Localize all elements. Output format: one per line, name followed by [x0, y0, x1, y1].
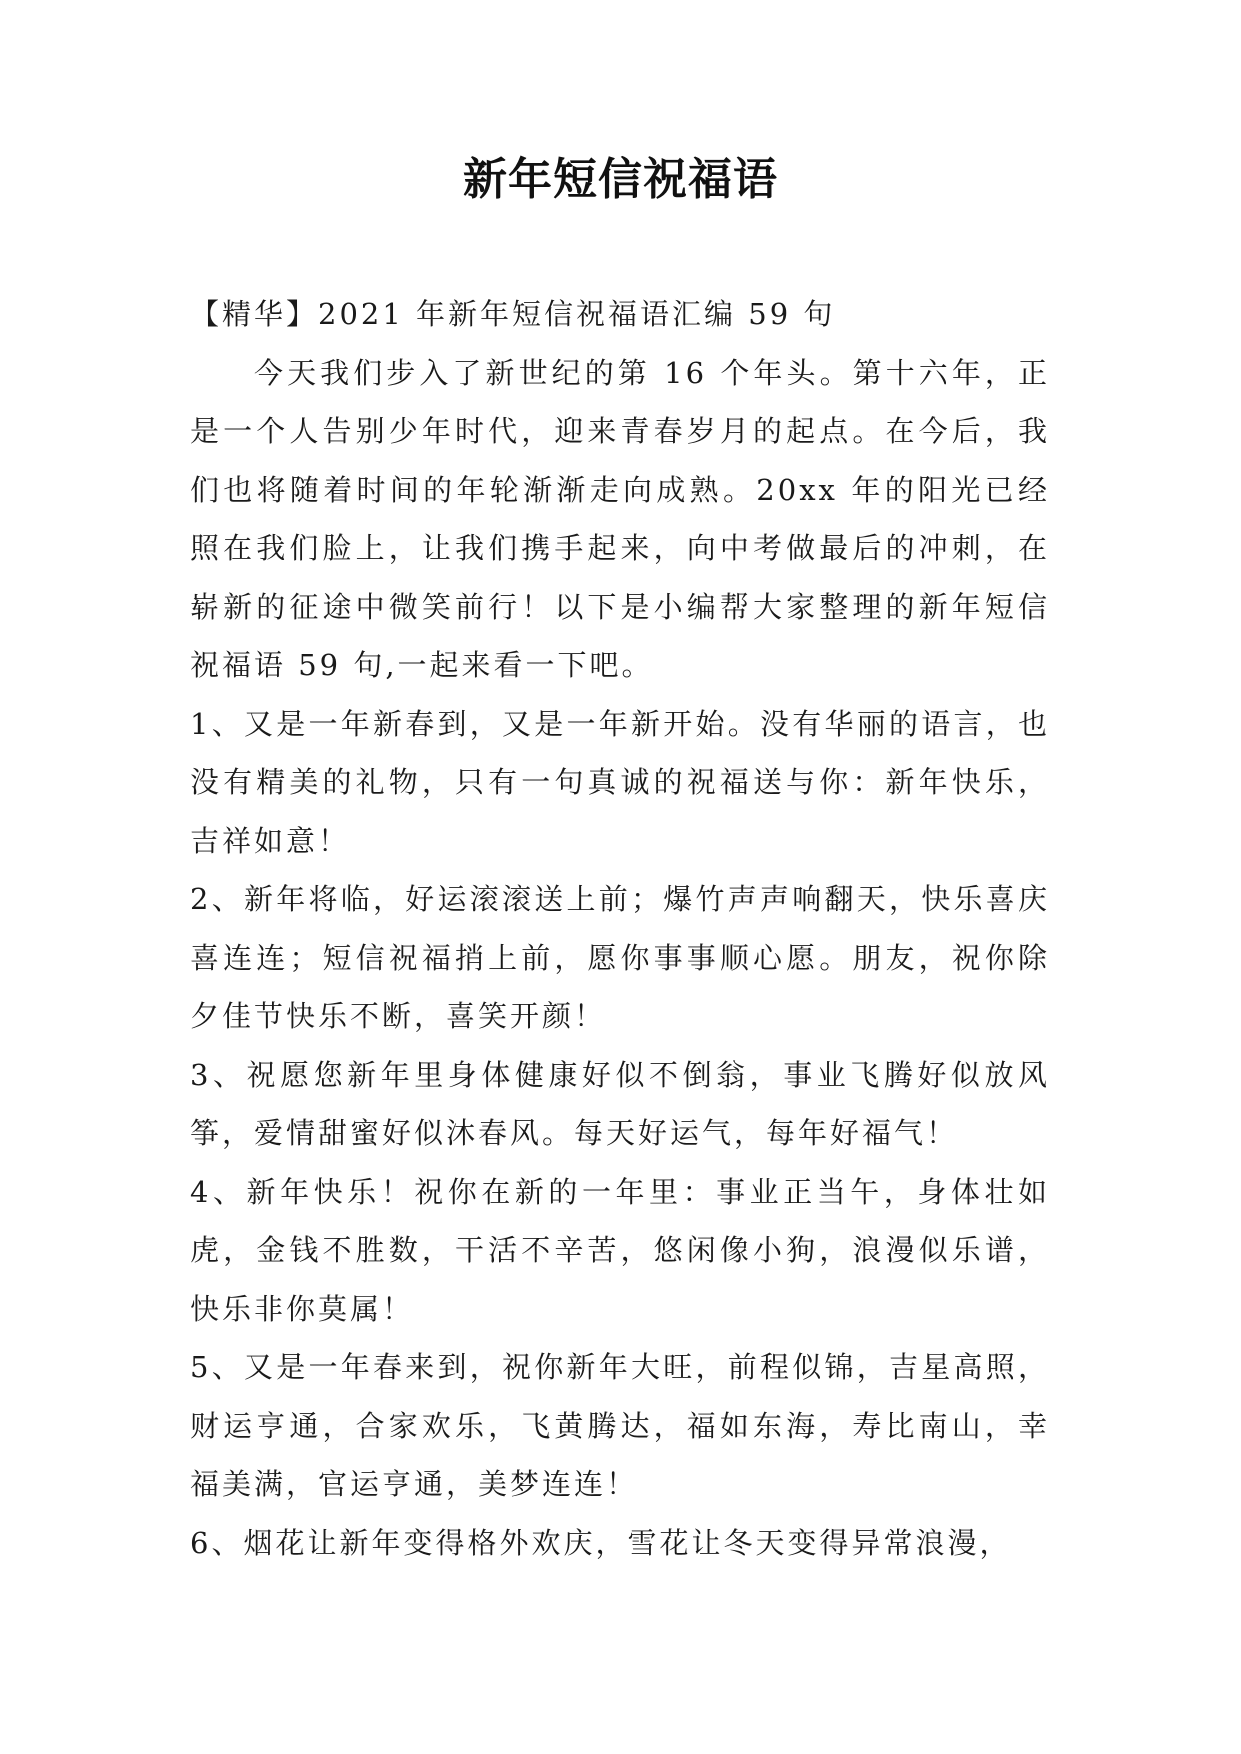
document-title: 新年短信祝福语 [463, 154, 778, 205]
greeting-item-5: 5、又是一年春来到，祝你新年大旺，前程似锦，吉星高照，财运亨通，合家欢乐，飞黄腾达，福如东海，寿比南山，幸福美满，官运亨通，美梦连连！ [190, 1350, 1050, 1501]
document-body [190, 285, 1050, 1572]
greeting-item-2: 2、新年将临，好运滚滚送上前；爆竹声声响翻天，快乐喜庆喜连连；短信祝福捎上前，愿你事事顺心愿。朋友，祝你除夕佳节快乐不断，喜笑开颜！ [190, 882, 1050, 1033]
greeting-item-1: 1、又是一年新春到，又是一年新开始。没有华丽的语言，也没有精美的礼物，只有一句真诚的祝福送与你：新年快乐，吉祥如意！ [190, 706, 1050, 858]
document-subtitle: 【精华】2021 年新年短信祝福语汇编 59 句 [190, 297, 836, 331]
greeting-item-3: 3、祝愿您新年里身体健康好似不倒翁，事业飞腾好似放风筝，爱情甜蜜好似沐春风。每天好运气，每年好福气！ [190, 1057, 1050, 1150]
greeting-item-6: 6、烟花让新年变得格外欢庆，雪花让冬天变得异常浪漫， [190, 1525, 1012, 1560]
greeting-item-4: 4、新年快乐！祝你在新的一年里：事业正当午，身体壮如虎，金钱不胜数，干活不辛苦，悠闲像小狗，浪漫似乐谱，快乐非你莫属！ [190, 1174, 1050, 1326]
intro-paragraph: 今天我们步入了新世纪的第 16 个年头。第十六年，正是一个人告别少年时代，迎来青春岁月的起点。在今后，我们也将随着时间的年轮渐渐走向成熟。20xx 年的阳光已经照在我们脸上，让我们携手起来，向中考做最后的冲刺，在崭新的征途中微笑前行！以下是小编帮大家整理的新年短信祝福语 59 句,一起来看一下吧。 [190, 355, 1050, 682]
